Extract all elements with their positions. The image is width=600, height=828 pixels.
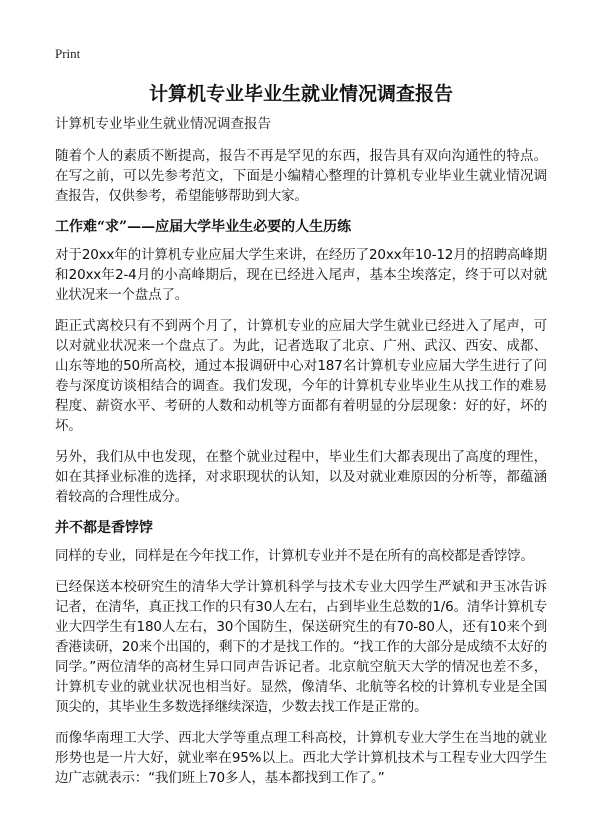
section-heading-1: 工作难“求”——应届大学毕业生必要的人生历练: [55, 219, 352, 235]
print-link[interactable]: Print: [55, 46, 81, 61]
paragraph: 另外，我们从中也发现，在整个就业过程中，毕业生们大都表现出了高度的理性，如在其择业标准的选择，对求职现状的认知，以及对就业难原因的分析等，都蕴涵着较高的合理性成分。: [55, 449, 547, 505]
paragraph: 同样的专业，同样是在今年找工作，计算机专业并不是在所有的高校都是香饽饽。: [55, 548, 534, 564]
paragraph: 而像华南理工大学、西北大学等重点理工科高校，计算机专业大学生在当地的就业形势也是一片大好，就业率在95%以上。西北大学计算机技术与工程专业大四学生边广志就表示：“我们班上70多人，基本都找到工作了。”: [55, 730, 547, 786]
paragraph: 对于20xx年的计算机专业应届大学生来讲，在经历了20xx年10-12月的招聘高峰期和20xx年2-4月的小高峰期后，现在已经进入尾声，基本尘埃落定，终于可以对就业状况来一个盘点了。: [55, 247, 547, 303]
paragraph-intro: 随着个人的素质不断提高，报告不再是罕见的东西，报告具有双向沟通性的特点。在写之前，可以先参考范文，下面是小编精心整理的计算机专业毕业生就业情况调查报告，仅供参考，希望能够帮助到大家。: [55, 148, 547, 204]
page-title: 计算机专业毕业生就业情况调查报告: [148, 83, 453, 105]
paragraph: 距正式离校只有不到两个月了，计算机专业的应届大学生就业已经进入了尾声，可以对就业状况来一个盘点了。为此，记者选取了北京、广州、武汉、西安、成都、山东等地的50所高校，通过本报调研中心对187名计算机专业应届大学生进行了问卷与深度访谈相结合的调查。我们发现，今年的计算机专业毕业生从找工作的难易程度、薪资水平、考研的人数和动机等方面都有着明显的分层现象：好的好，坏的坏。: [55, 318, 547, 434]
section-heading-2: 并不都是香饽饽: [55, 520, 153, 536]
document-body: [55, 80, 547, 799]
document-subtitle: 计算机专业毕业生就业情况调查报告: [55, 116, 271, 132]
paragraph: 已经保送本校研究生的清华大学计算机科学与技术专业大四学生严斌和尹玉冰告诉记者，在清华，真正找工作的只有30人左右，占到毕业生总数的1/6。清华计算机专业大四学生有180人左右，30个国防生，保送研究生的有70-80人，还有10来个到香港读研，20来个出国的，剩下的才是找工作的。“找工作的大部分是成绩不太好的同学。”两位清华的高材生异口同声告诉记者。北京航空航天大学的情况也差不多，计算机专业的就业状况也相当好。显然，像清华、北航等名校的计算机专业是全国顶尖的，其毕业生多数选择继续深造，少数去找工作是正常的。: [55, 579, 547, 715]
